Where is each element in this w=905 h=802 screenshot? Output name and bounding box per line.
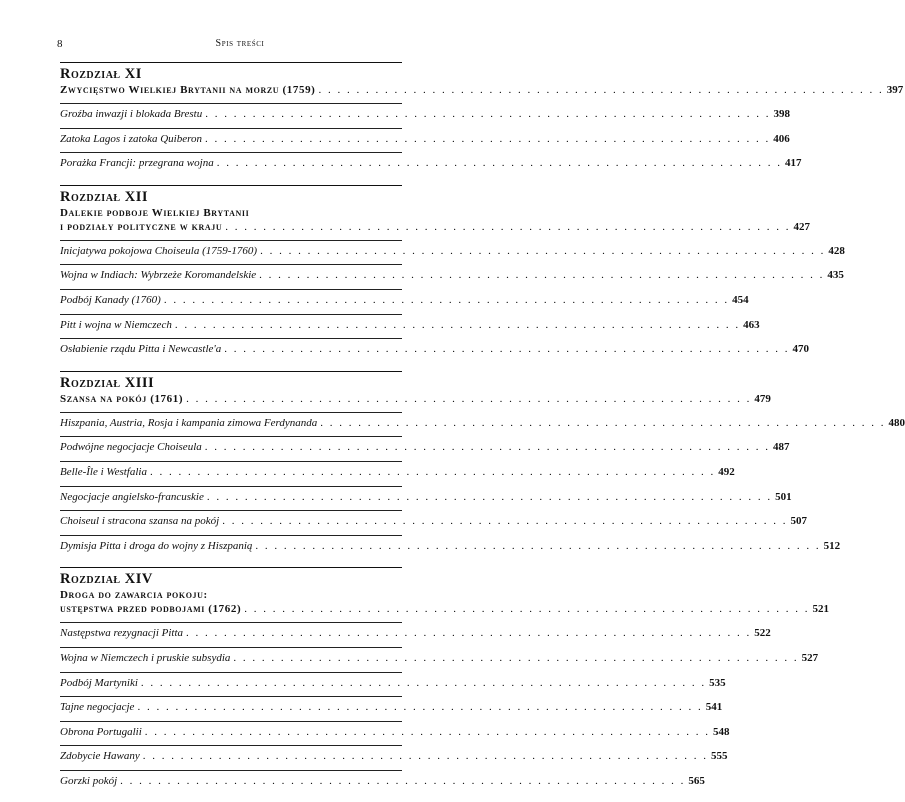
- toc-entry[interactable]: [60, 510, 807, 535]
- entry-title: Tajne negocjacje: [60, 701, 135, 714]
- entry-page-number: 522: [754, 627, 771, 640]
- dot-leader: . . . . . . . . . . . . . . . . . . . . . . . . . . . . . . . . . . . . . . . . . . . . . . . . . . . . . . . . . . . .: [186, 627, 752, 640]
- toc-entry[interactable]: [60, 128, 790, 153]
- entry-title: Negocjacje angielsko-francuskie: [60, 490, 204, 503]
- entry-page-number: 512: [823, 539, 841, 552]
- toc-entry[interactable]: [60, 103, 790, 128]
- page-number: 8: [57, 38, 63, 50]
- dot-leader: . . . . . . . . . . . . . . . . . . . . . . . . . . . . . . . . . . . . . . . . . . . . . . . . . . . . . . . . . . . .: [142, 750, 708, 763]
- toc-entry[interactable]: [60, 535, 841, 560]
- entry-page-number: 535: [709, 676, 726, 689]
- toc-entry[interactable]: [60, 770, 705, 795]
- dot-leader: . . . . . . . . . . . . . . . . . . . . . . . . . . . . . . . . . . . . . . . . . . . . . . . . . . . . . . . . . . . .: [144, 725, 711, 738]
- toc-entry[interactable]: [60, 745, 728, 770]
- entry-title: Podwójne negocjacje Choiseula: [60, 441, 202, 454]
- entry-title: Wojna w Niemczech i pruskie subsydia: [60, 651, 231, 664]
- dot-leader: . . . . . . . . . . . . . . . . . . . . . . . . . . . . . . . . . . . . . . . . . . . . . . . . . . . . . . . . . . . .: [163, 293, 730, 306]
- table-of-contents: [60, 62, 905, 802]
- dot-leader: . . . . . . . . . . . . . . . . . . . . . . . . . . . . . . . . . . . . . . . . . . . . . . . . . . . . . . . . . . . .: [260, 244, 826, 257]
- chapter-title-line: Dalekie podboje Wielkiej Brytanii: [60, 206, 250, 219]
- toc-entry[interactable]: [60, 152, 802, 177]
- toc-entry[interactable]: [60, 338, 809, 363]
- entry-title: Podbój Martyniki: [60, 676, 138, 689]
- entry-title: Porażka Francji: przegrana wojna: [60, 157, 214, 170]
- dot-leader: . . . . . . . . . . . . . . . . . . . . . . . . . . . . . . . . . . . . . . . . . . . . . . . . . . . . . . . . . . . .: [224, 343, 790, 356]
- chapter-label: Rozdział XIV: [60, 571, 153, 588]
- chapter-block: [60, 62, 904, 177]
- entry-title: Gorzki pokój: [60, 774, 118, 787]
- toc-entry[interactable]: [60, 412, 905, 437]
- toc-entry[interactable]: [60, 672, 726, 697]
- entry-page-number: 435: [827, 269, 844, 282]
- entry-page-number: 428: [828, 244, 845, 257]
- dot-leader: . . . . . . . . . . . . . . . . . . . . . . . . . . . . . . . . . . . . . . . . . . . . . . . . . . . . . . . . . . . .: [120, 774, 686, 787]
- dot-leader: . . . . . . . . . . . . . . . . . . . . . . . . . . . . . . . . . . . . . . . . . . . . . . . . . . . . . . . . . . . .: [204, 441, 770, 454]
- chapter-page-number: 397: [886, 84, 904, 96]
- chapter-label: Rozdział XI: [60, 66, 142, 82]
- dot-leader: . . . . . . . . . . . . . . . . . . . . . . . . . . . . . . . . . . . . . . . . . . . . . . . . . . . . . . . . . . . .: [205, 108, 771, 120]
- running-title: Spis treści: [215, 38, 265, 49]
- dot-leader: . . . . . . . . . . . . . . . . . . . . . . . . . . . . . . . . . . . . . . . . . . . . . . . . . . . . . . . . . . . .: [255, 539, 821, 552]
- entry-title: Zdobycie Hawany: [60, 750, 140, 763]
- entry-title: Inicjatywa pokojowa Choiseula (1759-1760): [60, 244, 258, 257]
- toc-entry[interactable]: [60, 486, 792, 511]
- chapter-title-line: Szansa na pokój (1761): [60, 392, 184, 405]
- toc-entry[interactable]: [60, 436, 790, 461]
- dot-leader: . . . . . . . . . . . . . . . . . . . . . . . . . . . . . . . . . . . . . . . . . . . . . . . . . . . . . . . . . . . .: [244, 603, 810, 616]
- chapter-title-row[interactable]: [60, 392, 771, 406]
- page-header: [0, 0, 480, 60]
- toc-entry[interactable]: [60, 264, 844, 289]
- dot-leader: . . . . . . . . . . . . . . . . . . . . . . . . . . . . . . . . . . . . . . . . . . . . . . . . . . . . . . . . . . . .: [137, 701, 703, 714]
- entry-page-number: 565: [688, 774, 705, 787]
- entry-title: Hiszpania, Austria, Rosja i kampania zimowa Ferdynanda: [60, 416, 318, 429]
- entry-list: [60, 622, 819, 794]
- dot-leader: . . . . . . . . . . . . . . . . . . . . . . . . . . . . . . . . . . . . . . . . . . . . . . . . . . . . . . . . . . . .: [149, 465, 716, 478]
- entry-list: [60, 103, 802, 177]
- toc-entry[interactable]: [60, 289, 749, 314]
- chapter-block: [60, 185, 845, 363]
- toc-entry[interactable]: [60, 240, 845, 265]
- entry-title: Osłabienie rządu Pitta i Newcastle'a: [60, 343, 222, 356]
- dot-leader: . . . . . . . . . . . . . . . . . . . . . . . . . . . . . . . . . . . . . . . . . . . . . . . . . . . . . . . . . . . .: [233, 651, 799, 664]
- entry-page-number: 487: [773, 441, 790, 454]
- chapter-block: [60, 567, 829, 794]
- toc-entry[interactable]: [60, 647, 819, 672]
- dot-leader: . . . . . . . . . . . . . . . . . . . . . . . . . . . . . . . . . . . . . . . . . . . . . . . . . . . . . . . . . . . .: [259, 269, 825, 282]
- entry-page-number: 548: [713, 725, 730, 738]
- entry-page-number: 541: [705, 701, 723, 714]
- dot-leader: . . . . . . . . . . . . . . . . . . . . . . . . . . . . . . . . . . . . . . . . . . . . . . . . . . . . . . . . . . . .: [206, 490, 773, 503]
- entry-title: Podbój Kanady (1760): [60, 293, 161, 306]
- entry-page-number: 507: [790, 515, 807, 528]
- dot-leader: . . . . . . . . . . . . . . . . . . . . . . . . . . . . . . . . . . . . . . . . . . . . . . . . . . . . . . . . . . . .: [216, 157, 782, 170]
- entry-page-number: 406: [773, 132, 790, 145]
- entry-page-number: 463: [743, 318, 760, 331]
- entry-page-number: 470: [792, 343, 809, 356]
- dot-leader: . . . . . . . . . . . . . . . . . . . . . . . . . . . . . . . . . . . . . . . . . . . . . . . . . . . . . . . . . . . .: [205, 132, 771, 145]
- entry-page-number: 527: [801, 651, 819, 664]
- entry-title: Choiseul i stracona szansa na pokój: [60, 515, 220, 528]
- entry-page-number: 417: [784, 157, 802, 170]
- entry-page-number: 480: [888, 416, 905, 429]
- chapter-title-line: ustępstwa przed podbojami (1762): [60, 603, 242, 616]
- entry-title: Groźba inwazji i blokada Brestu: [60, 108, 203, 120]
- dot-leader: . . . . . . . . . . . . . . . . . . . . . . . . . . . . . . . . . . . . . . . . . . . . . . . . . . . . . . . . . . . .: [186, 392, 752, 405]
- entry-page-number: 398: [773, 108, 790, 120]
- chapter-title-row[interactable]: [60, 220, 810, 234]
- chapter-page-number: 479: [754, 392, 771, 405]
- chapter-label: Rozdział XII: [60, 188, 148, 205]
- toc-entry[interactable]: [60, 622, 771, 647]
- chapter-title-line: i podziały polityczne w kraju: [60, 220, 223, 233]
- entry-title: Obrona Portugalii: [60, 725, 142, 738]
- entry-title: Dymisja Pitta i droga do wojny z Hiszpanią: [60, 539, 253, 552]
- entry-page-number: 555: [710, 750, 728, 763]
- entry-title: Wojna w Indiach: Wybrzeże Koromandelskie: [60, 269, 257, 282]
- chapter-title-line: Droga do zawarcia pokoju:: [60, 589, 208, 602]
- entry-page-number: 501: [775, 490, 792, 503]
- entry-title: Pitt i wojna w Niemczech: [60, 318, 172, 331]
- chapter-page-number: 427: [793, 220, 810, 233]
- chapter-block: [60, 371, 905, 560]
- entry-title: Następstwa rezygnacji Pitta: [60, 627, 184, 640]
- entry-list: [60, 240, 845, 363]
- dot-leader: . . . . . . . . . . . . . . . . . . . . . . . . . . . . . . . . . . . . . . . . . . . . . . . . . . . . . . . . . . . .: [320, 416, 886, 429]
- entry-page-number: 492: [718, 465, 735, 478]
- chapter-title-line: Zwycięstwo Wielkiej Brytanii na morzu (1759): [60, 84, 316, 96]
- chapter-title-row[interactable]: [60, 602, 829, 616]
- toc-entry[interactable]: [60, 314, 760, 339]
- entry-title: Zatoka Lagos i zatoka Quiberon: [60, 132, 202, 145]
- dot-leader: . . . . . . . . . . . . . . . . . . . . . . . . . . . . . . . . . . . . . . . . . . . . . . . . . . . . . . . . . . . .: [225, 220, 791, 233]
- dot-leader: . . . . . . . . . . . . . . . . . . . . . . . . . . . . . . . . . . . . . . . . . . . . . . . . . . . . . . . . . . . .: [222, 515, 788, 528]
- chapter-title-row[interactable]: [60, 83, 904, 97]
- entry-list: [60, 412, 905, 560]
- toc-entry[interactable]: [60, 696, 723, 721]
- entry-title: Belle-Île i Westfalia: [60, 465, 147, 478]
- toc-entry[interactable]: [60, 721, 730, 746]
- toc-entry[interactable]: [60, 461, 735, 486]
- dot-leader: . . . . . . . . . . . . . . . . . . . . . . . . . . . . . . . . . . . . . . . . . . . . . . . . . . . . . . . . . . . .: [140, 676, 707, 689]
- chapter-page-number: 521: [812, 603, 829, 616]
- dot-leader: . . . . . . . . . . . . . . . . . . . . . . . . . . . . . . . . . . . . . . . . . . . . . . . . . . . . . . . . . . . .: [318, 84, 884, 96]
- entry-page-number: 454: [732, 293, 749, 306]
- dot-leader: . . . . . . . . . . . . . . . . . . . . . . . . . . . . . . . . . . . . . . . . . . . . . . . . . . . . . . . . . . . .: [174, 318, 741, 331]
- chapter-label: Rozdział XIII: [60, 374, 155, 391]
